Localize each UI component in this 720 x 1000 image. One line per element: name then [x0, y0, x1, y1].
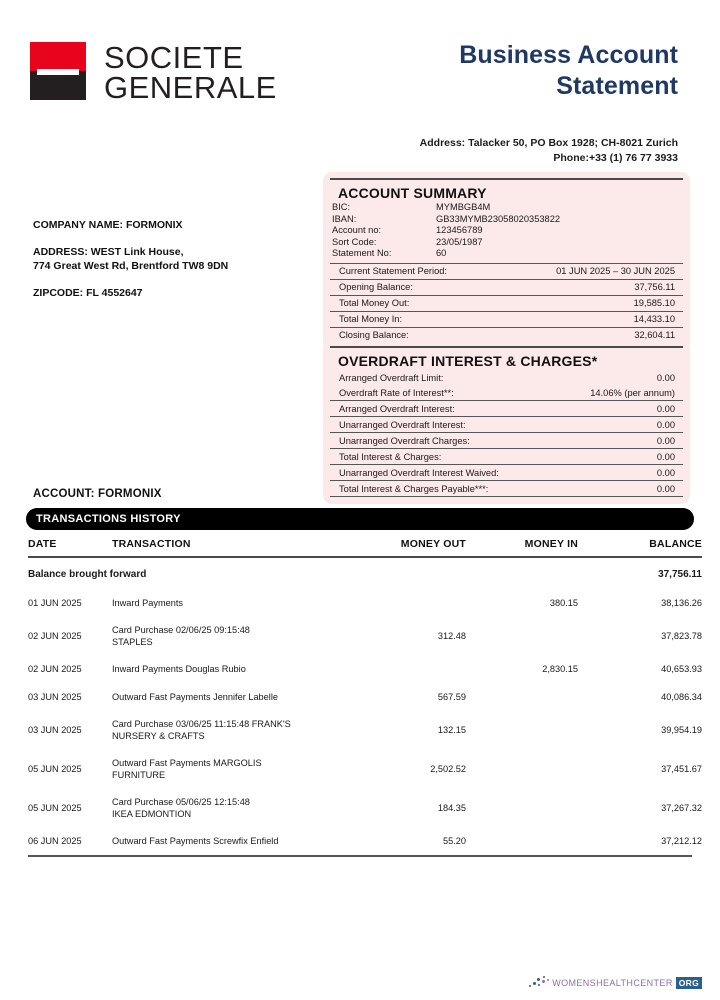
- watermark-text: WOMENSHEALTHCENTER: [552, 978, 673, 988]
- table-row: [28, 656, 702, 684]
- customer-zipcode: ZIPCODE: FL 4552647: [33, 287, 143, 299]
- overdraft-ruled-value: 0.00: [656, 467, 675, 478]
- row-description: [112, 590, 352, 618]
- overdraft-ruled-value: 0.00: [656, 419, 675, 430]
- logo-mark-icon: [30, 42, 86, 100]
- summary-row: [323, 225, 690, 237]
- account-summary-panel: [323, 172, 690, 351]
- overdraft-ruled-value: 0.00: [656, 435, 675, 446]
- customer-address-line2: 774 Great West Rd, Brentford TW8 9DN: [33, 260, 229, 272]
- row-description-line1: Outward Fast Payments MARGOLIS: [112, 758, 262, 768]
- transactions-table: [28, 538, 702, 856]
- brought-forward-balance: 37,756.11: [658, 569, 702, 580]
- transactions-footer-rule: [28, 855, 692, 857]
- transactions-history-label: TRANSACTIONS HISTORY: [36, 513, 181, 525]
- table-row: [28, 750, 702, 789]
- summary-row: [323, 214, 690, 226]
- brought-forward-label: Balance brought forward: [28, 569, 147, 580]
- row-balance: 37,267.32: [661, 802, 702, 813]
- overdraft-row: [330, 370, 683, 385]
- row-description: [112, 617, 352, 656]
- overdraft-ruled-row: [330, 400, 683, 416]
- overdraft-ruled-row: [330, 480, 683, 496]
- summary-row-label: Account no:: [332, 225, 382, 236]
- account-summary-ruled-rows: [323, 263, 690, 344]
- row-description-line1: Card Purchase 03/06/25 11:15:48 FRANK'S: [112, 719, 291, 729]
- summary-row-value: MYMBGB4M: [436, 202, 491, 212]
- row-description-line2: STAPLES: [112, 636, 153, 647]
- watermark-org-badge: ORG: [676, 977, 702, 989]
- summary-ruled-value: 14,433.10: [633, 314, 675, 325]
- customer-address-line1: ADDRESS: WEST Link House,: [33, 246, 184, 258]
- table-row: [28, 590, 702, 618]
- overdraft-ruled-label: Arranged Overdraft Interest:: [339, 403, 455, 414]
- dots-decoration-icon: [529, 975, 551, 991]
- document-header: [0, 0, 720, 130]
- row-money-out: 55.20: [443, 836, 466, 846]
- row-description-line2: IKEA EDMONTION: [112, 808, 192, 819]
- summary-ruled-label: Opening Balance:: [339, 282, 413, 293]
- transactions-table-body: [28, 557, 702, 856]
- row-description: [112, 711, 352, 750]
- summary-ruled-value: 19,585.10: [633, 298, 675, 309]
- overdraft-ruled-label: Unarranged Overdraft Interest:: [339, 419, 466, 430]
- transactions-history-banner: [26, 508, 694, 530]
- row-description-line1: Inward Payments: [112, 597, 183, 608]
- row-description: [112, 684, 352, 712]
- table-row: [28, 684, 702, 712]
- row-date: 02 JUN 2025: [28, 664, 82, 674]
- summary-ruled-row: [330, 311, 683, 327]
- logo-lower-block: [30, 71, 86, 100]
- summary-row-value: 60: [436, 248, 447, 259]
- overdraft-bottom-rule: [330, 496, 683, 497]
- balance-brought-forward-row: [28, 557, 702, 590]
- row-date: 01 JUN 2025: [28, 597, 82, 608]
- overdraft-title: OVERDRAFT INTEREST & CHARGES*: [330, 346, 683, 370]
- row-date: 02 JUN 2025: [28, 630, 82, 641]
- summary-ruled-row: [330, 295, 683, 311]
- logo-word-line1: SOCIETE: [104, 40, 244, 75]
- page-title: [459, 40, 678, 102]
- summary-row: [323, 237, 690, 249]
- table-row: [28, 617, 702, 656]
- row-balance: 37,212.12: [661, 836, 702, 846]
- summary-ruled-value: 37,756.11: [634, 282, 675, 293]
- row-description-line1: Outward Fast Payments Jennifer Labelle: [112, 691, 278, 702]
- row-balance: 38,136.26: [661, 597, 702, 608]
- summary-ruled-label: Current Statement Period:: [339, 266, 447, 277]
- transactions-header-row: [28, 538, 702, 557]
- summary-row-label: Sort Code:: [332, 236, 377, 247]
- row-description-line1: Outward Fast Payments Screwfix Enfield: [112, 836, 279, 846]
- overdraft-ruled-label: Total Interest & Charges Payable***:: [339, 483, 489, 494]
- summary-ruled-label: Closing Balance:: [339, 330, 409, 341]
- summary-row: [323, 248, 690, 260]
- overdraft-row-label: Overdraft Rate of Interest**:: [339, 387, 454, 398]
- row-money-in: [470, 789, 584, 828]
- row-money-in: 2,830.15: [542, 664, 578, 674]
- row-description: [112, 656, 352, 684]
- summary-row-value: GB33MYMB23058020353822: [436, 213, 561, 224]
- summary-ruled-value: 01 JUN 2025 – 30 JUN 2025: [556, 266, 675, 277]
- societe-generale-logo: [30, 42, 277, 103]
- column-header-money-out: MONEY OUT: [352, 538, 470, 557]
- row-money-in: [470, 711, 584, 750]
- summary-row-label: BIC:: [332, 202, 351, 212]
- brought-forward-out: [352, 557, 470, 590]
- row-money-out: [352, 590, 470, 618]
- overdraft-ruled-label: Unarranged Overdraft Interest Waived:: [339, 467, 499, 478]
- row-description: [112, 828, 352, 856]
- overdraft-ruled-row: [330, 432, 683, 448]
- row-money-in: [470, 828, 584, 856]
- row-date: 05 JUN 2025: [28, 802, 82, 813]
- row-date: 06 JUN 2025: [28, 836, 82, 846]
- row-description: [112, 750, 352, 789]
- overdraft-row: [330, 385, 683, 400]
- row-money-in: [470, 617, 584, 656]
- row-description-line2: NURSERY & CRAFTS: [112, 730, 205, 741]
- summary-ruled-label: Total Money In:: [339, 314, 403, 325]
- brought-forward-in: [470, 557, 584, 590]
- row-money-in: [470, 684, 584, 712]
- summary-row: [323, 202, 690, 214]
- overdraft-row-value: 14.06% (per annum): [590, 387, 675, 398]
- summary-row-label: IBAN:: [332, 213, 357, 224]
- overdraft-ruled-row: [330, 464, 683, 480]
- account-summary-plain-rows: [323, 202, 690, 260]
- row-money-in: 380.15: [549, 597, 578, 608]
- customer-details-block: [33, 218, 228, 300]
- table-row: [28, 828, 702, 856]
- overdraft-ruled-row: [330, 416, 683, 432]
- transactions-table-head: [28, 538, 702, 557]
- row-description-line2: FURNITURE: [112, 769, 166, 780]
- customer-address-group: [33, 245, 228, 273]
- overdraft-row-label: Arranged Overdraft Limit:: [339, 372, 444, 383]
- overdraft-ruled-label: Total Interest & Charges:: [339, 451, 442, 462]
- row-date: 03 JUN 2025: [28, 691, 82, 702]
- summary-ruled-label: Total Money Out:: [339, 298, 410, 309]
- row-description-line1: Card Purchase 05/06/25 12:15:48: [112, 797, 250, 807]
- row-date: 05 JUN 2025: [28, 763, 82, 774]
- summary-ruled-row: [330, 279, 683, 295]
- row-money-out: 184.35: [437, 802, 466, 813]
- overdraft-ruled-row: [330, 448, 683, 464]
- overdraft-ruled-value: 0.00: [656, 403, 675, 414]
- row-description-line1: Card Purchase 02/06/25 09:15:48: [112, 625, 250, 635]
- overdraft-ruled-label: Unarranged Overdraft Charges:: [339, 435, 470, 446]
- bank-address: Address: Talacker 50, PO Box 1928; CH-8021 Zurich: [419, 137, 678, 149]
- column-header-money-in: MONEY IN: [470, 538, 584, 557]
- table-row: [28, 789, 702, 828]
- summary-row-value: 23/05/1987: [436, 236, 483, 247]
- logo-wordmark: [104, 42, 277, 103]
- overdraft-charges-panel: [323, 340, 690, 504]
- bank-contact-block: [420, 136, 678, 166]
- page-title-line2: Statement: [556, 72, 678, 100]
- row-date: 03 JUN 2025: [28, 724, 82, 735]
- customer-zipcode-group: [33, 286, 228, 300]
- row-money-out: [352, 656, 470, 684]
- bank-phone: Phone:+33 (1) 76 77 3933: [553, 152, 678, 164]
- summary-ruled-row: [330, 263, 683, 279]
- site-watermark: [529, 974, 702, 992]
- overdraft-plain-rows: [323, 370, 690, 400]
- overdraft-row-value: 0.00: [656, 372, 675, 383]
- table-row: [28, 711, 702, 750]
- logo-word-line2: GENERALE: [104, 70, 277, 105]
- row-balance: 37,823.78: [661, 630, 702, 641]
- overdraft-ruled-value: 0.00: [656, 483, 675, 494]
- column-header-balance: BALANCE: [584, 538, 702, 557]
- row-money-out: 312.48: [437, 630, 466, 641]
- row-balance: 40,653.93: [661, 664, 702, 674]
- logo-white-bar: [37, 69, 79, 75]
- row-description-line1: Inward Payments Douglas Rubio: [112, 664, 246, 674]
- page-title-line1: Business Account: [459, 41, 678, 69]
- row-money-out: 2,502.52: [430, 763, 466, 774]
- summary-row-value: 123456789: [436, 225, 483, 236]
- overdraft-ruled-value: 0.00: [656, 451, 675, 462]
- account-name-heading: ACCOUNT: FORMONIX: [33, 488, 162, 500]
- row-balance: 40,086.34: [661, 691, 702, 702]
- customer-company-name: COMPANY NAME: FORMONIX: [33, 219, 183, 231]
- column-header-transaction: TRANSACTION: [112, 538, 352, 557]
- row-money-in: [470, 750, 584, 789]
- column-header-date: DATE: [28, 538, 112, 557]
- account-summary-title: ACCOUNT SUMMARY: [330, 178, 683, 202]
- summary-row-label: Statement No:: [332, 248, 392, 259]
- row-balance: 37,451.67: [661, 763, 702, 774]
- row-balance: 39,954.19: [661, 724, 702, 735]
- overdraft-ruled-rows: [323, 400, 690, 497]
- row-description: [112, 789, 352, 828]
- summary-ruled-value: 32,604.11: [634, 330, 675, 341]
- row-money-out: 132.15: [437, 724, 466, 735]
- row-money-out: 567.59: [437, 691, 466, 702]
- customer-company-group: [33, 218, 228, 232]
